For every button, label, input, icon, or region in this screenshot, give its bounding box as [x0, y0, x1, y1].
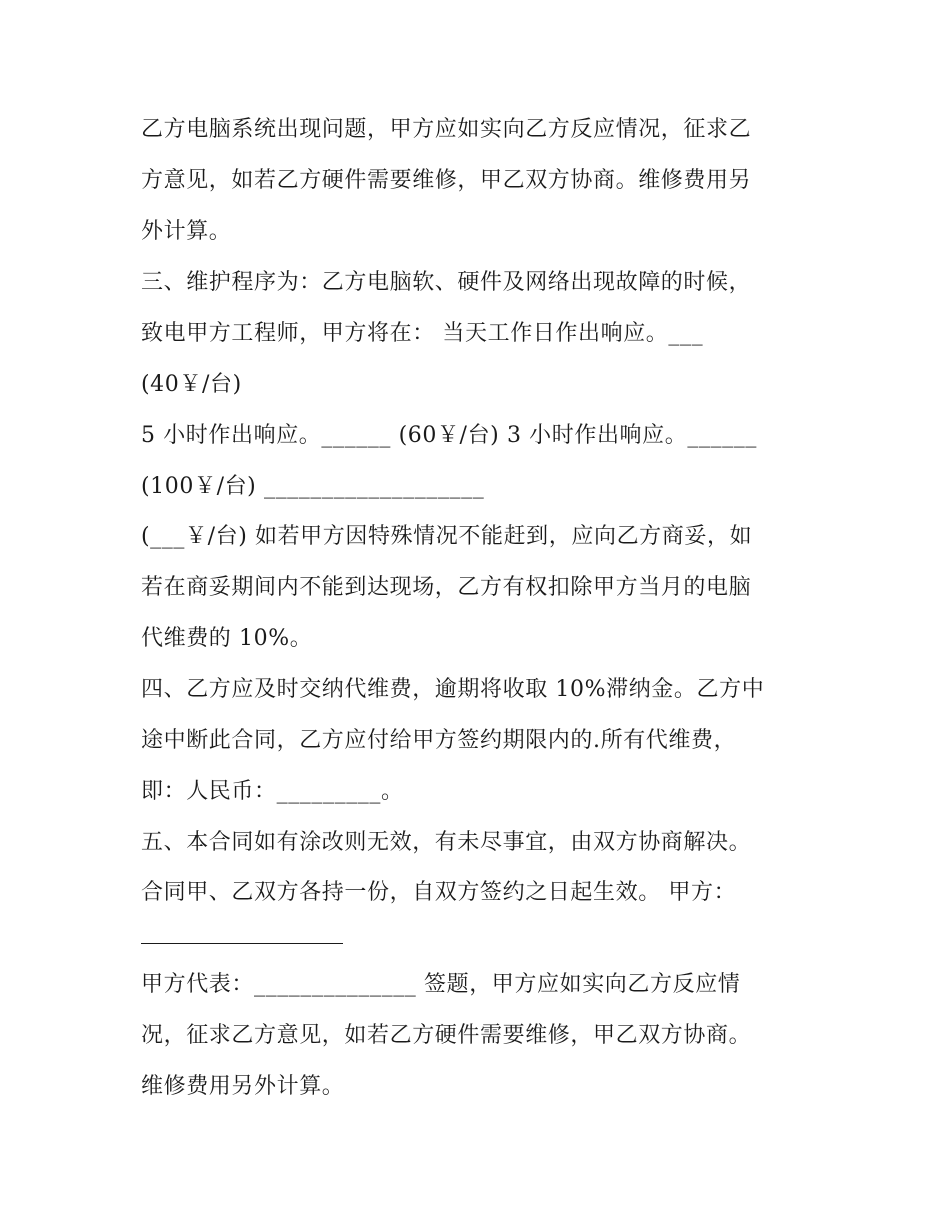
text-line: (40￥/台) [141, 372, 242, 397]
text-line: 乙方电脑系统出现问题，甲方应如实向乙方反应情况，征求乙 [141, 117, 752, 142]
text-line: 三、维护程序为：乙方电脑软、硬件及网络出现故障的时候， [141, 270, 752, 295]
text-line: 代维费的 10%。 [141, 626, 313, 651]
text-line: 外计算。 [141, 219, 232, 244]
text-line: 四、乙方应及时交纳代维费，逾期将收取 10%滞纳金。乙方中 [141, 677, 765, 702]
text-line: 即：人民币：_________。 [141, 779, 404, 804]
text-line: 合同甲、乙双方各持一份，自双方签约之日起生效。 甲方： [141, 880, 737, 905]
text-line: 方意见，如若乙方硬件需要维修，甲乙双方协商。维修费用另 [141, 168, 752, 193]
text-line: 若在商妥期间内不能到达现场，乙方有权扣除甲方当月的电脑 [141, 575, 752, 600]
text-line: 途中断此合同，乙方应付给甲方签约期限内的.所有代维费， [141, 728, 737, 753]
text-line: (100￥/台) ___________________ [141, 474, 485, 499]
text-line: 5 小时作出响应。______ (60￥/台) 3 小时作出响应。______ [141, 423, 757, 448]
text-line: 甲方代表：______________ 签题，甲方应如实向乙方反应情 [141, 972, 741, 997]
text-line: 况，征求乙方意见，如若乙方硬件需要维修，甲乙双方协商。 [141, 1023, 752, 1048]
text-line: (___￥/台) 如若甲方因特殊情况不能赶到，应向乙方商妥，如 [141, 524, 753, 549]
text-line: 致电甲方工程师，甲方将在： 当天工作日作出响应。___ [141, 321, 704, 346]
text-line: 维修费用另外计算。 [141, 1074, 345, 1099]
text-line: 五、本合同如有涂改则无效，有未尽事宜，由双方协商解决。 [141, 830, 752, 855]
signature-blank-line [141, 943, 343, 944]
